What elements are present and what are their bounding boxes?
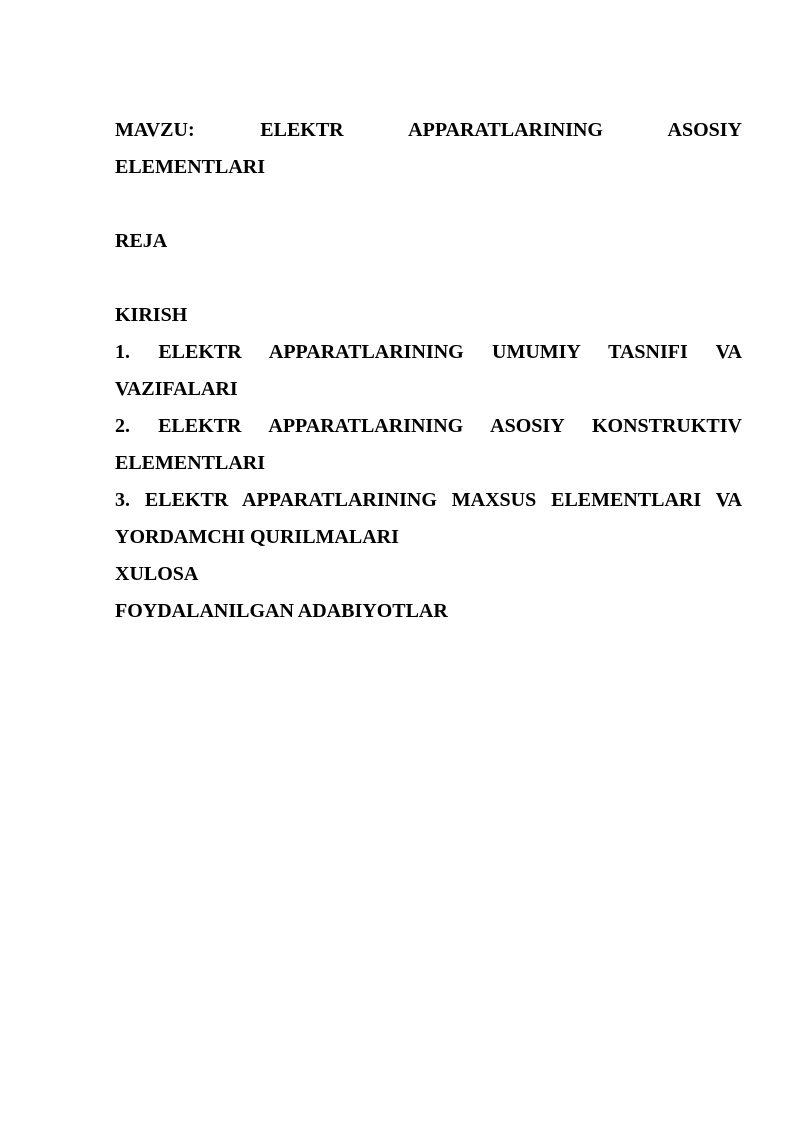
plan-item-2-line-1: 2. ELEKTR APPARATLARINING ASOSIY KONSTRUKTIV (115, 415, 742, 437)
topic-title (115, 112, 742, 186)
plan-heading: REJA (115, 230, 168, 252)
plan-item-2 (115, 408, 742, 482)
plan-item-3-line-2: YORDAMCHI QURILMALARI (115, 526, 399, 548)
plan-item-2-line-2: ELEMENTLARI (115, 452, 266, 474)
plan-item-introduction: KIRISH (115, 304, 188, 326)
plan-item-1-line-2: VAZIFALARI (115, 378, 238, 400)
plan-list (115, 297, 742, 630)
document-content (115, 112, 742, 630)
plan-item-3-line-1: 3. ELEKTR APPARATLARINING MAXSUS ELEMENTLARI VA (115, 489, 742, 511)
topic-title-line-1: MAVZU: ELEKTR APPARATLARINING ASOSIY (115, 119, 742, 141)
plan-item-references: FOYDALANILGAN ADABIYOTLAR (115, 600, 448, 622)
plan-item-3 (115, 482, 742, 556)
plan-item-1 (115, 334, 742, 408)
plan-item-conclusion: XULOSA (115, 563, 199, 585)
plan-item-1-line-1: 1. ELEKTR APPARATLARINING UMUMIY TASNIFI VA (115, 341, 742, 363)
topic-title-line-2: ELEMENTLARI (115, 156, 266, 178)
